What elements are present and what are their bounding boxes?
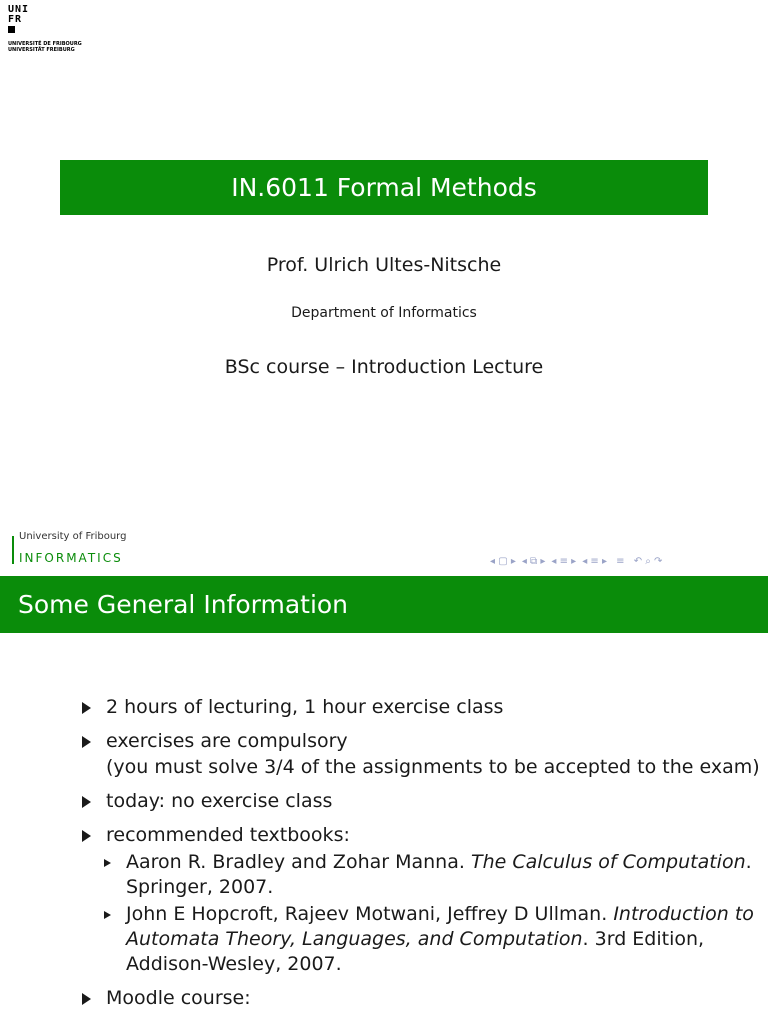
textbook-details: . Springer, 2007. [126, 851, 752, 898]
bullet-list [80, 694, 760, 1019]
textbook-authors: Aaron R. Bradley and Zohar Manna. [126, 851, 465, 873]
footer-unit: INFORMATICS [19, 551, 123, 565]
list-item [80, 822, 760, 977]
textbook-list [106, 850, 760, 977]
logo-block-icon [8, 26, 15, 33]
textbook-details: . 3rd Edition, Addison-Wesley, 2007. [126, 928, 705, 975]
triangle-bullet-icon [82, 736, 91, 748]
list-item-text: Moodle course: [106, 987, 251, 1009]
list-item-text: today: no exercise class [106, 790, 333, 812]
triangle-bullet-icon [82, 830, 91, 842]
presentation-title [60, 160, 708, 215]
textbook-item [80, 902, 760, 977]
department: Department of Informatics [291, 305, 477, 321]
logo-subtitle-1: UNIVERSITÉ DE FRIBOURG [8, 41, 82, 47]
list-item [80, 788, 760, 814]
textbook-title: The Calculus of Computation [470, 851, 746, 873]
logo-subtitle-2: UNIVERSITÄT FREIBURG [8, 47, 75, 53]
textbook-item [80, 850, 760, 900]
nav-prev-frame-icon[interactable]: ◂ ▢ ▸ [490, 556, 516, 567]
nav-section-icon[interactable]: ◂ ≡ ▸ [582, 556, 607, 567]
list-item-text: exercises are compulsory [106, 730, 348, 752]
triangle-bullet-icon [82, 993, 91, 1005]
list-item-text: recommended textbooks: [106, 824, 350, 846]
nav-next-frame-icon[interactable]: ◂ ⧉ ▸ [521, 556, 546, 567]
list-item [80, 728, 760, 780]
list-item-text: 2 hours of lecturing, 1 hour exercise class [106, 696, 504, 718]
author-name: Prof. Ulrich Ultes-Nitsche [266, 254, 502, 276]
list-item-note: (you must solve 3/4 of the assignments to be accepted to the exam) [106, 756, 760, 778]
footer-university: University of Fribourg [19, 531, 127, 542]
beamer-navigation [490, 556, 662, 567]
triangle-bullet-icon [82, 702, 91, 714]
small-triangle-bullet-icon [104, 859, 111, 867]
small-triangle-bullet-icon [104, 911, 111, 919]
logo-line-2: FR [8, 14, 23, 25]
list-item [80, 985, 760, 1011]
nav-subsection-icon[interactable]: ◂ ≡ ▸ [551, 556, 577, 567]
course-subtitle: BSc course – Introduction Lecture [224, 356, 544, 378]
textbook-title: Introduction to Automata Theory, Languages, and Computation [126, 903, 754, 950]
university-logo [8, 5, 82, 53]
frame-title-text: Some General Information [18, 590, 349, 619]
textbook-authors: John E Hopcroft, Rajeev Motwani, Jeffrey D Ullman. [126, 903, 608, 925]
frame-title [0, 576, 768, 633]
presentation-title-text: IN.6011 Formal Methods [231, 173, 537, 202]
nav-search-icon[interactable]: ↶ ⌕ ↷ [633, 556, 663, 567]
triangle-bullet-icon [82, 796, 91, 808]
footer-accent-bar [12, 536, 14, 564]
logo-line-1: UNI [8, 4, 30, 15]
nav-document-icon[interactable]: ≡ [612, 556, 628, 567]
info-slide [0, 576, 768, 1024]
list-item [80, 694, 760, 720]
